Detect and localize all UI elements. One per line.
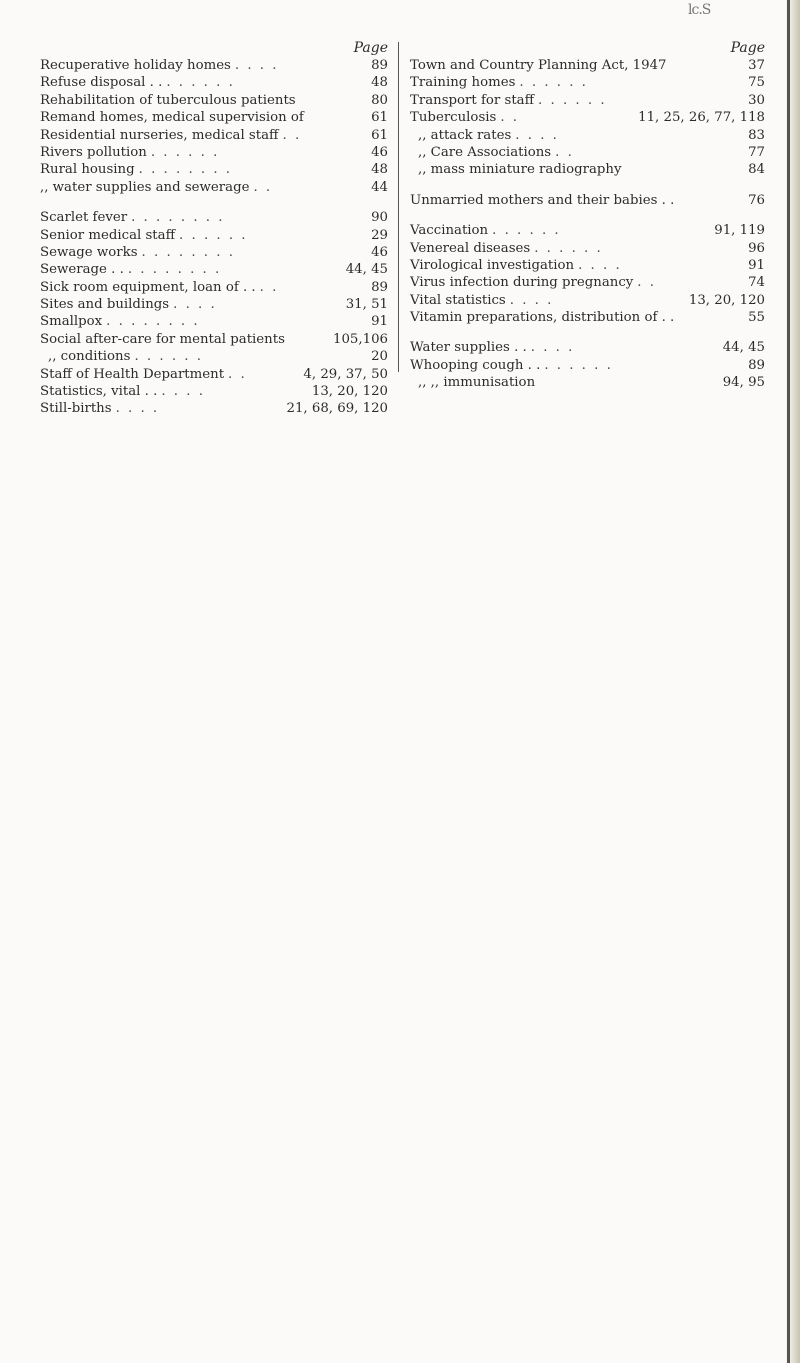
index-entry [40, 366, 388, 383]
index-entry [40, 400, 388, 417]
leader-dots: . . . . . . [166, 75, 235, 91]
entry-label: Tuberculosis [410, 110, 497, 126]
entry-label: Vital statistics [410, 292, 506, 308]
entry-label: Sewerage . . [40, 262, 124, 278]
entry-label: Smallpox [40, 314, 103, 330]
entry-page-number: 90 [371, 210, 388, 226]
entry-label: Venereal diseases [410, 240, 531, 256]
index-entry [410, 240, 765, 257]
entry-label: ,, mass miniature radiography [418, 162, 622, 178]
entry-label: Water supplies . . [410, 340, 527, 356]
index-entry [410, 161, 765, 178]
leader-dots: . . . . [161, 384, 205, 400]
index-entry [410, 74, 765, 91]
entry-label: Rural housing [40, 162, 135, 178]
entry-page-number: 55 [748, 310, 765, 326]
leader-dots: . . . . . . [538, 92, 607, 108]
entry-page-number: 46 [371, 244, 388, 260]
leader-dots: . . . . [515, 127, 559, 143]
entry-page-number: 75 [748, 75, 765, 91]
entry-page-number: 83 [748, 127, 765, 143]
entry-page-number: 48 [371, 162, 388, 178]
leader-dots: . . . . . . . . [138, 162, 233, 178]
entry-label: Vaccination [410, 223, 489, 239]
entry-label: Virological investigation [410, 257, 575, 273]
index-groups [40, 57, 388, 418]
group-gap [410, 209, 765, 222]
index-entry [410, 357, 765, 374]
entry-page-number: 4, 29, 37, 50 [303, 366, 388, 382]
entry-page-number: 44 [371, 179, 388, 195]
index-entry [410, 374, 765, 391]
entry-page-number: 89 [371, 58, 388, 73]
entry-page-number: 91 [371, 314, 388, 330]
entry-page-number: 76 [748, 192, 765, 208]
entry-label: Whooping cough . . [410, 357, 541, 373]
entry-label: Town and Country Planning Act, 1947 [410, 58, 667, 73]
leader-dots: . . . . . . [534, 240, 603, 256]
index-entry [410, 292, 765, 309]
page-column-heading: Page [730, 40, 765, 56]
entry-page-number: 29 [371, 227, 388, 243]
entry-label: Still-births [40, 401, 112, 417]
entry-page-number: 44, 45 [345, 262, 388, 278]
entry-page-number: 84 [748, 162, 765, 178]
index-entry [40, 161, 388, 178]
index-entry [40, 109, 388, 126]
entry-page-number: 89 [371, 279, 388, 295]
entry-label: Senior medical staff [40, 227, 176, 243]
leader-dots: . . [228, 366, 247, 382]
entry-label: Remand homes, medical supervision of [40, 110, 304, 126]
entry-label: Statistics, vital . . [40, 384, 158, 400]
entry-label: Transport for staff [410, 92, 535, 108]
index-entry [40, 296, 388, 313]
entry-page-number: 89 [748, 357, 765, 373]
entry-label: Sick room equipment, loan of . . [40, 279, 256, 295]
entry-page-number: 94, 95 [722, 375, 765, 391]
leader-dots: . . . . . . . . [127, 262, 222, 278]
entry-page-number: 11, 25, 26, 77, 118 [638, 110, 765, 126]
entry-label: Sewage works [40, 244, 138, 260]
entry-page-number: 48 [371, 75, 388, 91]
index-entry [410, 109, 765, 126]
leader-dots: . . . . [578, 257, 622, 273]
index-entry [40, 127, 388, 144]
entry-label: Residential nurseries, medical staff [40, 127, 279, 143]
page-edge-shadow [787, 0, 790, 1363]
index-entry [40, 261, 388, 278]
group-gap [410, 179, 765, 192]
entry-label: Rehabilitation of tuberculous patients [40, 92, 296, 108]
leader-dots: . . . . . . [134, 349, 203, 365]
entry-label: ,, water supplies and sewerage [40, 179, 250, 195]
index-entry [40, 227, 388, 244]
entry-page-number: 20 [371, 349, 388, 365]
entry-page-number: 91 [748, 257, 765, 273]
index-entry [410, 57, 765, 74]
leader-dots: . . [500, 110, 520, 126]
index-entry [40, 92, 388, 109]
index-entry [410, 222, 765, 239]
leader-dots: . . [253, 179, 273, 195]
leader-dots: . . . . . . [519, 75, 588, 91]
entry-page-number: 46 [371, 144, 388, 160]
entry-label: Unmarried mothers and their babies . . [410, 192, 675, 208]
index-entry [40, 74, 388, 91]
entry-page-number: 91, 119 [714, 223, 765, 239]
entry-label: Refuse disposal . . [40, 75, 163, 91]
leader-dots: . . . . . . . . [131, 210, 225, 226]
entry-page-number: 105,106 [333, 331, 388, 347]
index-entry [40, 179, 388, 196]
entry-label: ,, conditions [48, 349, 131, 365]
index-entry [410, 309, 765, 326]
index-entry [40, 348, 388, 365]
entry-page-number: 77 [748, 144, 765, 160]
leader-dots: . . . . [115, 401, 160, 417]
index-entry [40, 383, 388, 400]
leader-dots: . . . . . . [492, 223, 561, 239]
column-divider [398, 42, 399, 372]
entry-page-number: 30 [748, 92, 765, 108]
index-entry [410, 127, 765, 144]
entry-label: Vitamin preparations, distribution of . . [410, 310, 675, 326]
leader-dots: . . [259, 279, 279, 295]
leader-dots: . . [555, 144, 574, 160]
index-entry [40, 313, 388, 330]
leader-dots: . . [637, 275, 656, 291]
index-column-right [410, 40, 765, 392]
index-entry [410, 339, 765, 356]
leader-dots: . . . . . . [179, 227, 248, 243]
entry-label: Training homes [410, 75, 516, 91]
entry-label: Recuperative holiday homes [40, 58, 231, 73]
index-column-left [40, 40, 388, 418]
index-entry [40, 209, 388, 226]
index-entry [40, 57, 388, 74]
leader-dots: . . . . . . [150, 144, 220, 160]
entry-label: Social after-care for mental patients [40, 331, 285, 347]
entry-page-number: 13, 20, 120 [688, 292, 765, 308]
leader-dots: . . . . [234, 58, 279, 73]
entry-page-number: 13, 20, 120 [311, 384, 388, 400]
leader-dots: . . [282, 127, 302, 143]
page-column-heading: Page [353, 40, 388, 56]
entry-page-number: 74 [748, 275, 765, 291]
entry-label: Rivers pollution [40, 144, 147, 160]
index-entry [40, 331, 388, 348]
entry-page-number: 61 [371, 127, 388, 143]
entry-page-number: 61 [371, 110, 388, 126]
entry-label: Staff of Health Department [40, 366, 225, 382]
entry-page-number: 44, 45 [722, 340, 765, 356]
entry-label: Scarlet fever [40, 210, 128, 226]
entry-page-number: 96 [748, 240, 765, 256]
index-entry [40, 279, 388, 296]
leader-dots: . . . . . . . . [106, 314, 200, 330]
entry-label: ,, attack rates [418, 127, 512, 143]
index-entry [410, 144, 765, 161]
index-entry [40, 244, 388, 261]
index-entry [410, 274, 765, 291]
entry-label: ,, Care Associations [418, 144, 552, 160]
entry-page-number: 80 [371, 92, 388, 108]
entry-page-number: 21, 68, 69, 120 [286, 401, 388, 417]
index-entry [410, 92, 765, 109]
entry-page-number: 31, 51 [345, 297, 388, 313]
corner-handwritten-mark: lc.S [688, 2, 711, 18]
entry-label: ,, ,, immunisation [418, 375, 536, 391]
index-entry [410, 192, 765, 209]
group-gap [40, 196, 388, 209]
leader-dots: . . . . . . [544, 357, 613, 373]
entry-label: Sites and buildings [40, 297, 170, 313]
entry-label: Virus infection during pregnancy [410, 275, 634, 291]
index-entry [410, 257, 765, 274]
leader-dots: . . . . [173, 297, 217, 313]
group-gap [410, 326, 765, 339]
leader-dots: . . . . . . . . [141, 244, 235, 260]
leader-dots: . . . . [530, 340, 575, 356]
index-groups [410, 57, 765, 392]
index-entry [40, 144, 388, 161]
entry-page-number: 37 [748, 58, 765, 73]
leader-dots: . . . . [509, 292, 554, 308]
